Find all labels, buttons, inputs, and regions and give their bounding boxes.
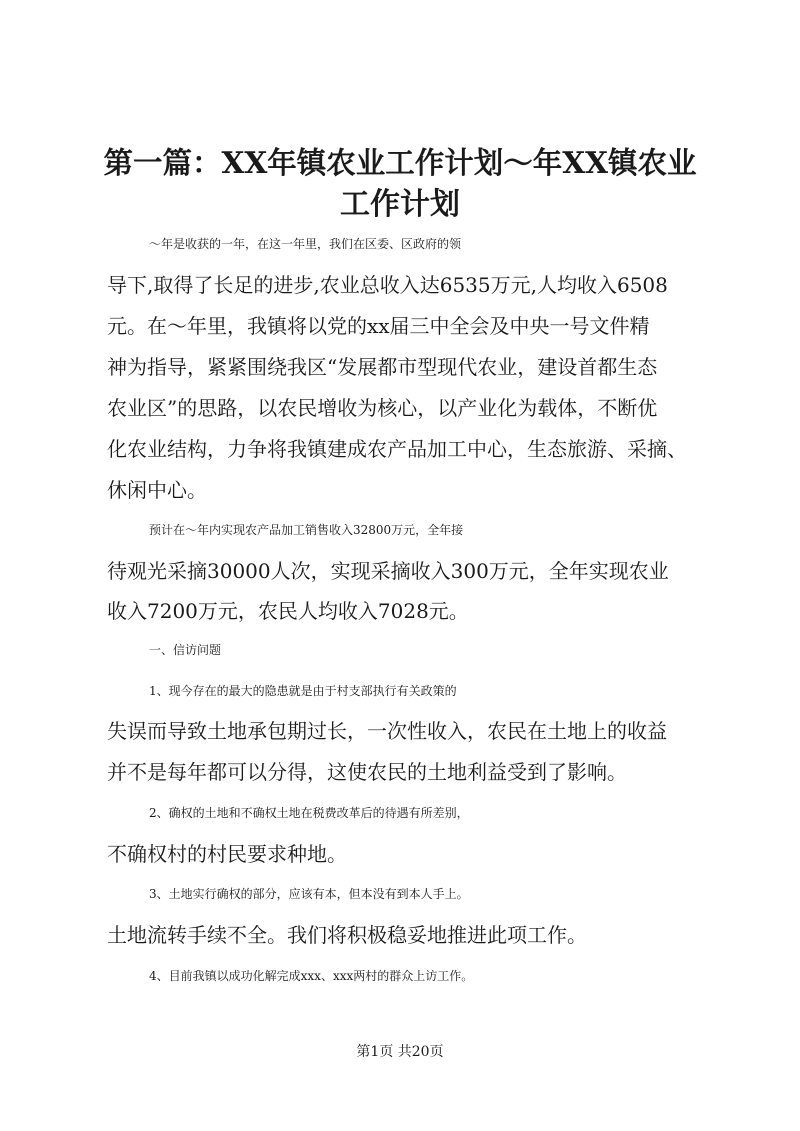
document-title-line-2: 工作计划 xyxy=(340,187,460,222)
body-line: 不确权村的村民要求种地。 xyxy=(107,842,347,866)
body-line: 2、确权的土地和不确权土地在税费改革后的待遇有所差别， xyxy=(149,806,469,820)
body-line: 农业区”的思路，以农民增收为核心，以产业化为载体，不断优 xyxy=(107,396,658,420)
body-line: 待观光采摘30000人次，实现采摘收入300万元，全年实现农业 xyxy=(107,559,669,583)
body-line: ～年是收获的一年，在这一年里，我们在区委、区政府的领 xyxy=(149,237,462,251)
body-line: 化农业结构，力争将我镇建成农产品加工中心，生态旅游、采摘、 xyxy=(107,437,687,461)
body-line: 土地流转手续不全。我们将积极稳妥地推进此项工作。 xyxy=(107,923,587,947)
body-line: 4、目前我镇以成功化解完成xxx、xxx两村的群众上访工作。 xyxy=(149,969,474,983)
body-line: 元。在～年里，我镇将以党的xx届三中全会及中央一号文件精 xyxy=(107,314,650,338)
body-line: 导下,取得了长足的进步,农业总收入达6535万元,人均收入6508 xyxy=(107,273,668,297)
body-line: 1、现今存在的最大的隐患就是由于村支部执行有关政策的 xyxy=(149,684,457,698)
body-line: 预计在～年内实现农产品加工销售收入32800万元，全年接 xyxy=(149,523,464,537)
body-line: 休闲中心。 xyxy=(107,478,207,502)
body-line: 失误而导致土地承包期过长，一次性收入，农民在土地上的收益 xyxy=(107,719,667,743)
section-heading: 一、信访问题 xyxy=(149,643,222,657)
document-title-line-1: 第一篇：XX年镇农业工作计划～年XX镇农业 xyxy=(103,145,697,180)
body-line: 收入7200万元，农民人均收入7028元。 xyxy=(107,599,469,623)
body-line: 3、土地实行确权的部分，应该有本，但本没有到本人手上。 xyxy=(149,887,469,901)
body-line: 并不是每年都可以分得，这使农民的土地利益受到了影响。 xyxy=(107,760,627,784)
page-footer: 第1页 共20页 xyxy=(356,1044,444,1060)
body-line: 神为指导，紧紧围绕我区“发展都市型现代农业，建设首都生态 xyxy=(107,355,658,379)
